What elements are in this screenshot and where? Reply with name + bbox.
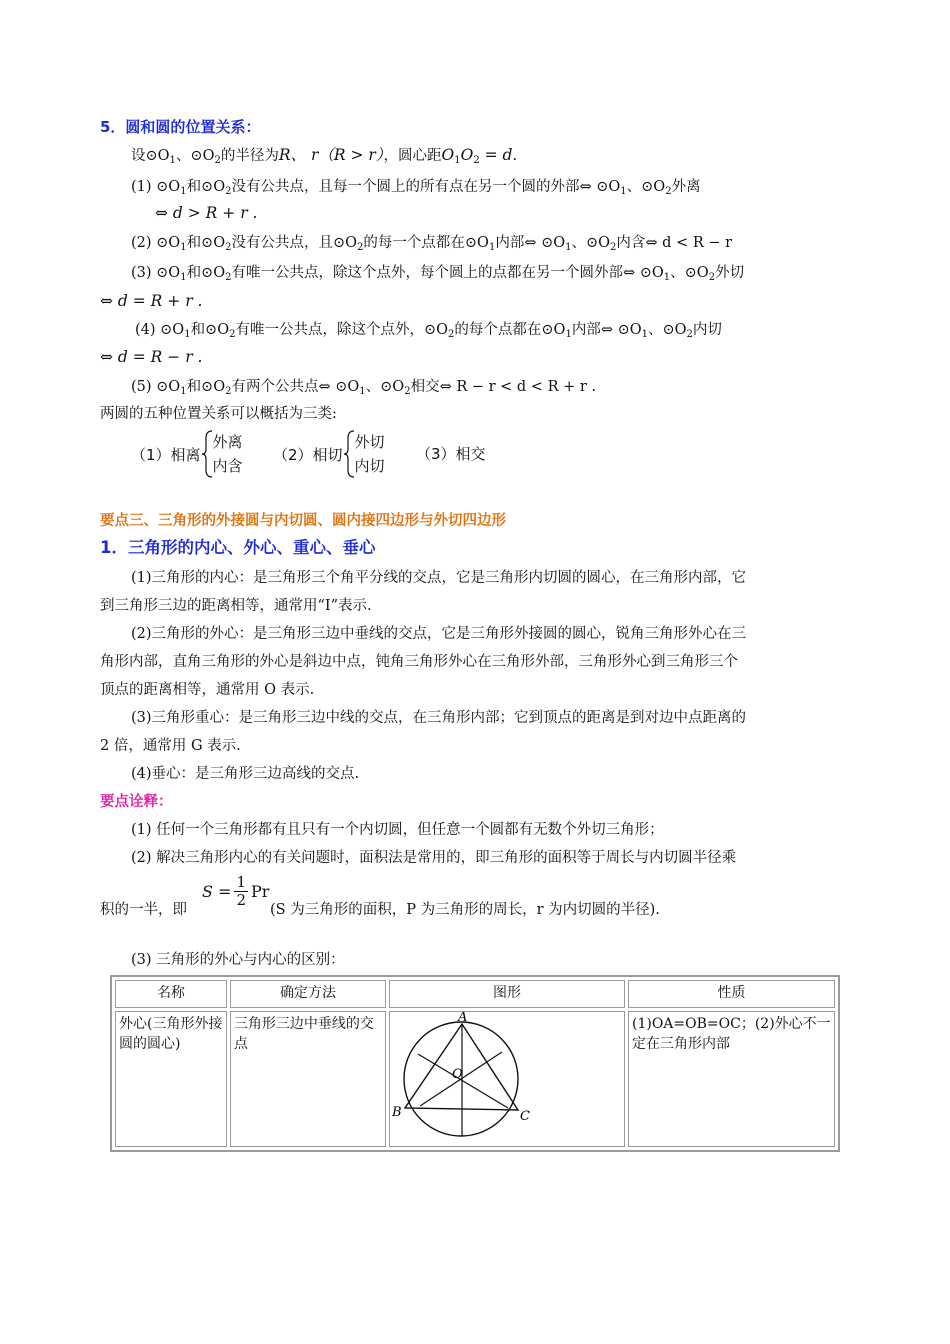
p4-line: (4)垂心：是三角形三边高线的交点. — [131, 766, 360, 782]
sec5-case1-condition: ⇔ d > R + r . — [155, 204, 258, 222]
cell-method: 三角形三边中垂线的交点 — [230, 1011, 386, 1147]
classification-tangent: （2）相切 外切 内切 — [273, 430, 385, 478]
p3-line-b: 2 倍，通常用 G 表示. — [100, 738, 241, 754]
sec5-case1: (1) $⊙O_1$和$⊙O_2$没有公共点，且每一个圆上的所有点在另一个圆的外部⇔ $⊙O_1$、$⊙O_2$外离 — [131, 179, 701, 197]
header-figure: 图形 — [389, 980, 625, 1008]
note-1: (1) 任何一个三角形都有且只有一个内切圆，但任意一个圆都有无数个外切三角形； — [131, 822, 664, 838]
header-property: 性质 — [628, 980, 835, 1008]
sec5-case5: (5) $⊙O_1$和$⊙O_2$有两个公共点⇔ $⊙O_1$、$⊙O_2$相交⇔ R − r < d < R + r . — [131, 379, 597, 397]
section5-title: 5．圆和圆的位置关系： — [100, 118, 261, 136]
header-name: 名称 — [115, 980, 227, 1008]
note-2-line-a: (2) 解决三角形内心的有关问题时，面积法是常用的，即三角形的面积等于周长与内切圆半径乘 — [131, 850, 737, 866]
p2-line-b: 角形内部，直角三角形的外心是斜边中点，钝角三角形外心在三角形外部，三角形外心到三角形三个 — [100, 654, 738, 670]
p2-line-c: 顶点的距离相等，通常用 O 表示. — [100, 682, 315, 698]
note-2-line-c: (S 为三角形的面积，P 为三角形的周长，r 为内切圆的半径). — [270, 902, 660, 918]
sec5-case3-condition: ⇔ d = R + r . — [100, 292, 203, 310]
sec5-case4-condition: ⇔ d = R − r . — [100, 348, 203, 366]
point3-heading-1: 1．三角形的内心、外心、重心、垂心 — [100, 538, 376, 557]
point3-title: 要点三、三角形的外接圆与内切圆、圆内接四边形与外切四边形 — [100, 513, 506, 529]
note-3: (3) 三角形的外心与内心的区别： — [131, 952, 345, 968]
brace-icon — [343, 430, 355, 478]
sec5-case3: (3) $⊙O_1$和$⊙O_2$有唯一公共点，除这个点外，每个圆上的点都在另一个圆外部⇔ $⊙O_1$、$⊙O_2$外切 — [131, 265, 745, 283]
sec5-case2: (2) $⊙O_1$和$⊙O_2$没有公共点，且$⊙O_2$的每一个点都在$⊙O_1$内部⇔ $⊙O_1$、$⊙O_2$内含⇔ d < R − r — [131, 235, 733, 253]
label-b: B — [392, 1105, 402, 1120]
cell-name: 外心(三角形外接圆的圆心) — [115, 1011, 227, 1147]
header-method: 确定方法 — [230, 980, 386, 1008]
cell-property: (1)OA=OB=OC；(2)外心不一定在三角形内部 — [628, 1011, 835, 1147]
p1-line-b: 到三角形三边的距离相等，通常用“I”表示. — [100, 598, 372, 614]
center-comparison-table — [110, 975, 840, 1152]
brace-icon — [201, 430, 213, 478]
p1-line-a: (1)三角形的内心：是三角形三个角平分线的交点，它是三角形内切圆的圆心，在三角形内部，它 — [131, 570, 747, 586]
note-title: 要点诠释： — [100, 794, 173, 810]
area-formula: S = $\frac{1}{2}$ Pr — [202, 873, 270, 909]
sec5-intro: 设$⊙O_1$、$⊙O_2$的半径为R、 r（R > r），圆心距$O_1O_2 = d$. — [131, 146, 518, 166]
circumcenter-figure — [390, 1012, 618, 1140]
cell-figure — [389, 1011, 625, 1147]
note-2-line-b: 积的一半，即 — [100, 902, 187, 918]
sec5-summary: 两圆的五种位置关系可以概括为三类: — [100, 406, 337, 422]
label-o: O — [452, 1067, 463, 1082]
label-a: A — [458, 1012, 468, 1025]
p2-line-a: (2)三角形的外心：是三角形三边中垂线的交点，它是三角形外接圆的圆心，锐角三角形外心在三 — [131, 626, 747, 642]
sec5-case4: (4) $⊙O_1$和$⊙O_2$有唯一公共点，除这个点外，$⊙O_2$的每个点都在$⊙O_1$内部⇔ $⊙O_1$、$⊙O_2$内切 — [135, 322, 722, 340]
classification-intersect: （3）相交 — [416, 445, 486, 463]
p3-line-a: (3)三角形重心：是三角形三边中线的交点，在三角形内部；它到顶点的距离是到对边中点距离的 — [131, 710, 747, 726]
label-c: C — [520, 1109, 531, 1124]
classification-separate: （1）相离 外离 内含 — [131, 430, 243, 478]
